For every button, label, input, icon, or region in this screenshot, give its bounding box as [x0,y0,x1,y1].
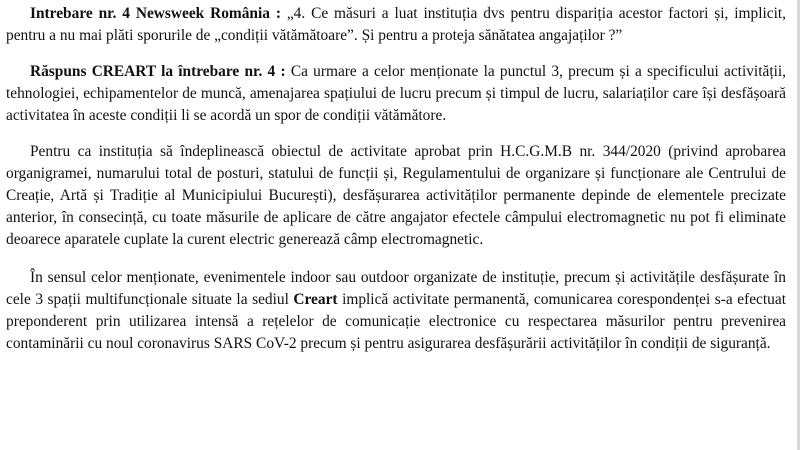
activities-text-after: implică activitate permanentă, comunicarea corespondenței s-a efectuat preponderent prin utilizarea intensă a rețelelor de comunicație electronice cu respectarea măsurilor pentru prevenirea contaminării cu noul coronavirus SARS CoV-2 precum și pentru asigurarea desfășurării activităților în condiții de siguranță. [6,291,786,352]
activities-text-before: În sensul celor menționate, evenimentele indoor sau outdoor organizate de instituție, precum și activitățile desfășurate în cele 3 spații multifuncționale situate la sediul [6,269,786,308]
body-paragraph-legal-basis: Pentru ca instituția să îndeplinească obiectul de activitate aprobat prin H.C.G.M.B nr. 344/2020 (privind aprobarea organigramei, numarului total de posturi, statului de funcții și, Regulamentului de organizare și funcționare ale Centrului de Creație, Artă și Tradiție al Municipiului București), desfășurarea activităților permanente depinde de elementele precizate anterior, în consecință, cu toate măsurile de aplicare de către angajator efectele câmpului electromagnetic nu pot fi eliminate deoarece aparatele cuplate la curent electric generează câmp electromagnetic. [6,143,786,248]
answer-paragraph [6,61,786,127]
question-text: „4. Ce măsuri a luat instituția dvs pentru dispariția acestor factori și, implicit, pentru a nu mai plăti sporurile de „condiții vătămătoare”. Și pentru a proteja sănătatea angajaților ?” [6,5,786,44]
question-label: Intrebare nr. 4 Newsweek România : [30,5,281,22]
institution-name: Creart [293,291,338,308]
body-paragraph-activities [6,267,786,355]
answer-text: Ca urmare a celor menționate la punctul 3, precum și a specificului activității, tehnologiei, echipamentelor de muncă, amenajarea spațiului de lucru precum și timpul de lucru, salariaților care își desfășoară activitatea în aceste condiții li se acordă un spor de condiții vătămătore. [6,63,786,124]
answer-label: Răspuns CREART la întrebare nr. 4 : [30,63,286,80]
question-paragraph [6,3,786,47]
